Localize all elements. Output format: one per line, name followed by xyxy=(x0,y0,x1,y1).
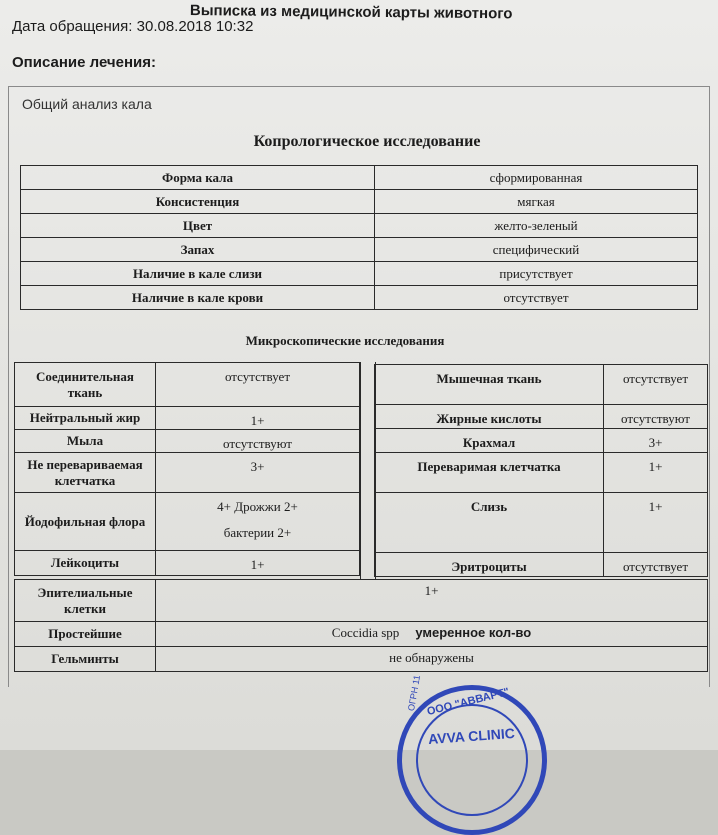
table-row xyxy=(21,262,698,286)
row-value: желто-зеленый xyxy=(375,214,698,238)
row-label: Соединительная ткань xyxy=(15,363,156,407)
row-value: сформированная xyxy=(375,166,698,190)
row-value: мягкая xyxy=(375,190,698,214)
value-line: 4+ Дрожжи 2+ xyxy=(217,499,298,514)
table-row xyxy=(375,553,708,577)
row-value: 1+ xyxy=(156,407,360,430)
row-label: Простейшие xyxy=(15,622,156,647)
row-value: отсутствуют xyxy=(156,430,360,453)
row-label: Эритроциты xyxy=(375,553,604,577)
visit-date: Дата обращения: 30.08.2018 10:32 xyxy=(12,18,254,35)
row-label: Жирные кислоты xyxy=(375,405,604,429)
row-label: Йодофильная флора xyxy=(15,493,156,551)
document-title: Выписка из медицинской карты животного xyxy=(189,2,513,23)
table-row xyxy=(21,238,698,262)
row-label: Нейтральный жир xyxy=(15,407,156,430)
row-value: отсутствует xyxy=(375,286,698,310)
stamp-clinic-name: AVVA CLINIC xyxy=(427,724,516,748)
table-row xyxy=(15,453,360,493)
table-row xyxy=(15,551,360,576)
microscopy-left-table xyxy=(14,362,360,576)
table-row xyxy=(375,453,708,493)
row-value: 1+ xyxy=(604,493,708,553)
row-label: Не перевариваемая клетчатка xyxy=(15,453,156,493)
table-row xyxy=(15,580,708,622)
row-label: Форма кала xyxy=(21,166,375,190)
microscopy-full-table xyxy=(14,579,708,672)
row-label: Эпителиальные клетки xyxy=(15,580,156,622)
table-row xyxy=(21,166,698,190)
table-row xyxy=(15,647,708,672)
row-label: Переваримая клетчатка xyxy=(375,453,604,493)
row-label: Слизь xyxy=(375,493,604,553)
microscopy-title: Микроскопические исследования xyxy=(245,333,445,348)
row-value: специфический xyxy=(375,238,698,262)
table-row xyxy=(21,214,698,238)
row-value: 3+ xyxy=(156,453,360,493)
table-row xyxy=(15,363,360,407)
stamp-registration: ОГРН 11 xyxy=(406,674,423,712)
row-label: Наличие в кале слизи xyxy=(21,262,375,286)
table-row xyxy=(375,405,708,429)
table-row xyxy=(21,286,698,310)
row-value xyxy=(156,622,708,647)
row-label: Цвет xyxy=(21,214,375,238)
clinic-stamp xyxy=(397,674,547,835)
row-value: 1+ xyxy=(156,580,708,622)
treatment-description-label: Описание лечения: xyxy=(12,54,156,71)
row-value: не обнаружены xyxy=(156,647,708,672)
table-row xyxy=(375,493,708,553)
row-value: отсутствуют xyxy=(604,405,708,429)
row-label: Консистенция xyxy=(21,190,375,214)
protozoa-name: Coccidia spp xyxy=(331,625,400,640)
microscopy-right-table xyxy=(374,364,708,577)
row-value: 3+ xyxy=(604,429,708,453)
row-value: отсутствует xyxy=(156,363,360,407)
row-label: Крахмал xyxy=(375,429,604,453)
row-label: Гельминты xyxy=(15,647,156,672)
table-row xyxy=(15,622,708,647)
table-row xyxy=(15,407,360,430)
value-line: бактерии 2+ xyxy=(223,525,292,540)
table-row xyxy=(375,365,708,405)
row-value: отсутствует xyxy=(604,365,708,405)
row-value: отсутствует xyxy=(604,553,708,577)
coprology-table xyxy=(20,165,698,310)
row-value: 1+ xyxy=(156,551,360,576)
table-row xyxy=(15,430,360,453)
row-value: присутствует xyxy=(375,262,698,286)
row-label: Запах xyxy=(21,238,375,262)
row-value: 1+ xyxy=(604,453,708,493)
stamp-company: ООО "АВВАРТ" xyxy=(425,685,511,719)
stamp-inner-ring xyxy=(416,704,528,816)
table-row xyxy=(21,190,698,214)
row-label: Наличие в кале крови xyxy=(21,286,375,310)
row-value xyxy=(156,493,360,551)
protozoa-quantity: умеренное кол-во xyxy=(415,625,532,640)
coprology-title: Копрологическое исследование xyxy=(253,133,481,150)
table-row xyxy=(375,429,708,453)
analysis-name: Общий анализ кала xyxy=(22,96,152,112)
row-label: Лейкоциты xyxy=(15,551,156,576)
row-label: Мыла xyxy=(15,430,156,453)
table-row xyxy=(15,493,360,551)
row-label: Мышечная ткань xyxy=(375,365,604,405)
